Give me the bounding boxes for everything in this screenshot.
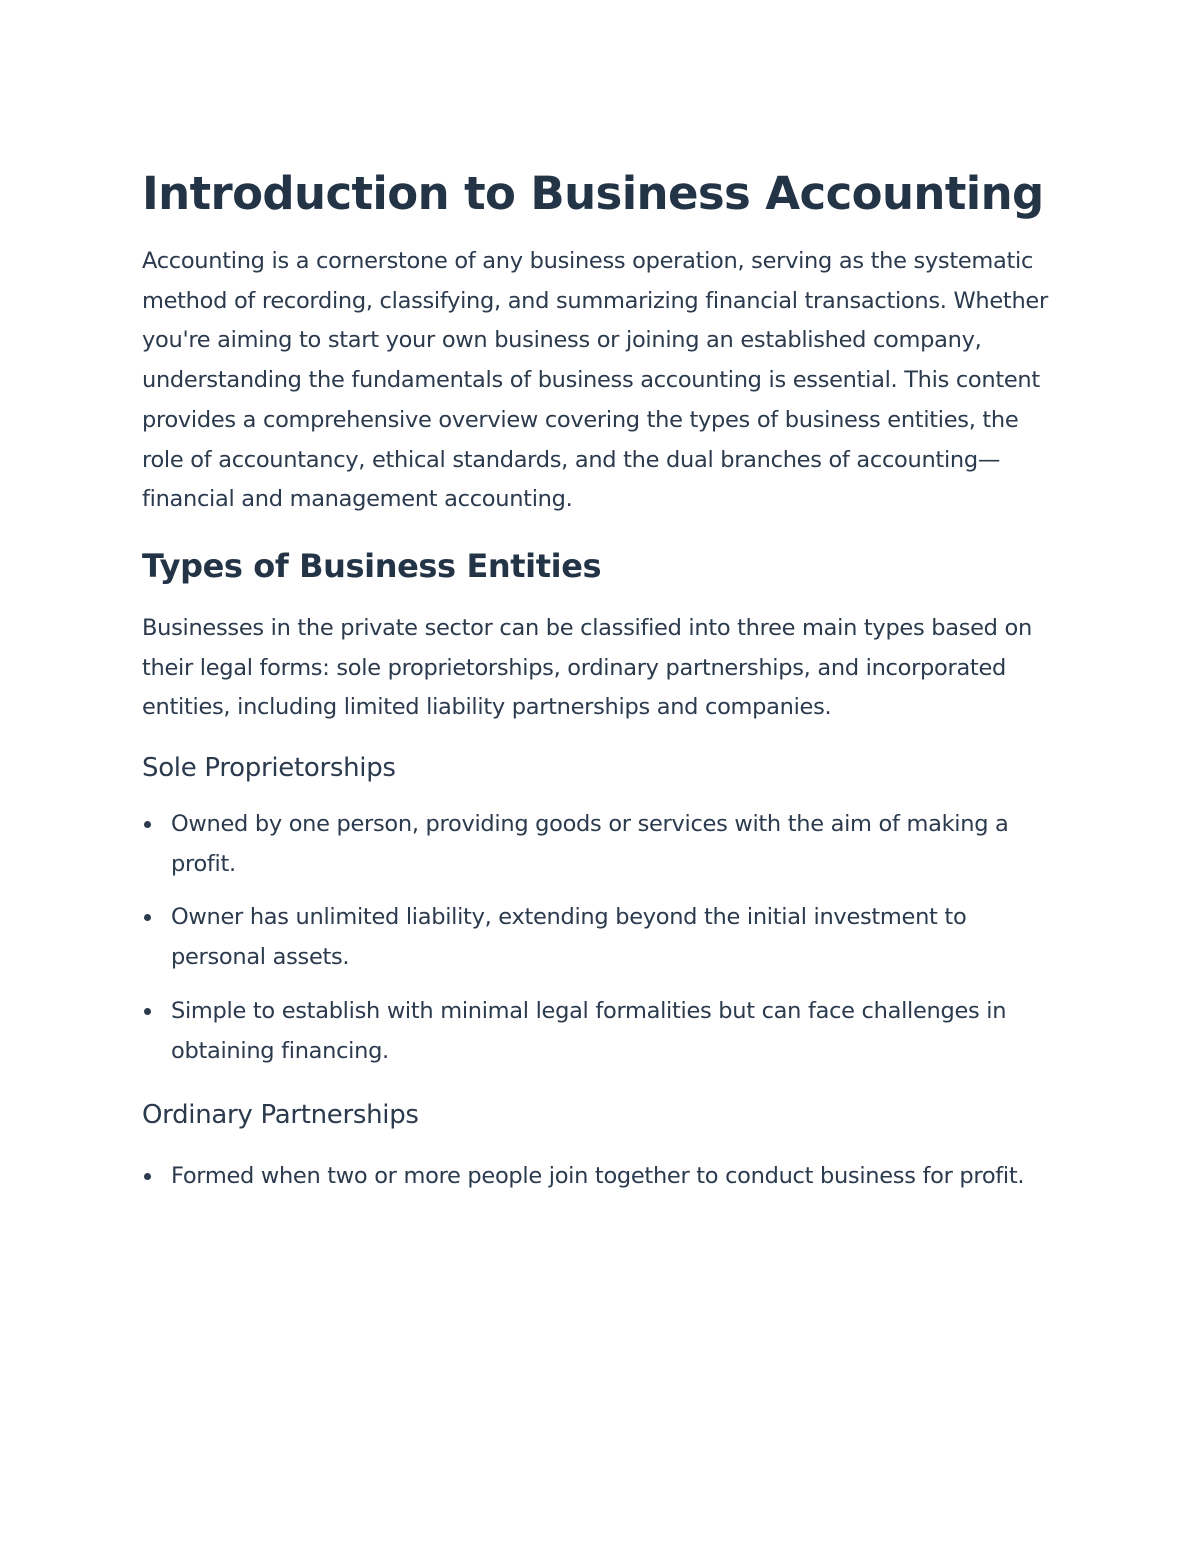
- list-item: [142, 898, 1062, 977]
- bullet-icon: [144, 821, 151, 828]
- intro-paragraph: Accounting is a cornerstone of any business operation, serving as the systematic method of recording, classifying, and summarizing financial transactions. Whether you're aiming to start your own business or joining an established company, understanding the fundamentals of business accounting is essential. This content provides a comprehensive overview covering the types of business entities, the role of accountancy, ethical standards, and the dual branches of accounting—financial and management accounting.: [142, 248, 1048, 513]
- list-item-text: Formed when two or more people join together to conduct business for profit.: [171, 1163, 1025, 1190]
- list-item-text: Owner has unlimited liability, extending beyond the initial investment to personal assets.: [171, 904, 967, 971]
- ordinary-partnerships-list: [142, 1157, 1062, 1197]
- sole-proprietorships-list: [142, 805, 1062, 1071]
- list-item: [142, 805, 1062, 884]
- list-item-text: Owned by one person, providing goods or services with the aim of making a profit.: [171, 811, 1009, 877]
- bullet-icon: [144, 1008, 151, 1015]
- section-heading-entities: Types of Business Entities: [142, 546, 602, 585]
- bullet-icon: [144, 914, 151, 921]
- list-item: [142, 992, 1062, 1071]
- list-item-text: Simple to establish with minimal legal formalities but can face challenges in obtaining financing.: [171, 997, 1007, 1064]
- subheading-sole-proprietorships: Sole Proprietorships: [142, 753, 396, 784]
- document-page: [142, 160, 1062, 1197]
- entities-paragraph: Businesses in the private sector can be classified into three main types based on their legal forms: sole proprietorships, ordinary partnerships, and incorporated entities, including limited liability partnerships and companies.: [142, 614, 1032, 721]
- list-item: [142, 1157, 1062, 1197]
- page-title: Introduction to Business Accounting: [142, 167, 1044, 220]
- subheading-ordinary-partnerships: Ordinary Partnerships: [142, 1100, 419, 1131]
- bullet-icon: [144, 1173, 151, 1180]
